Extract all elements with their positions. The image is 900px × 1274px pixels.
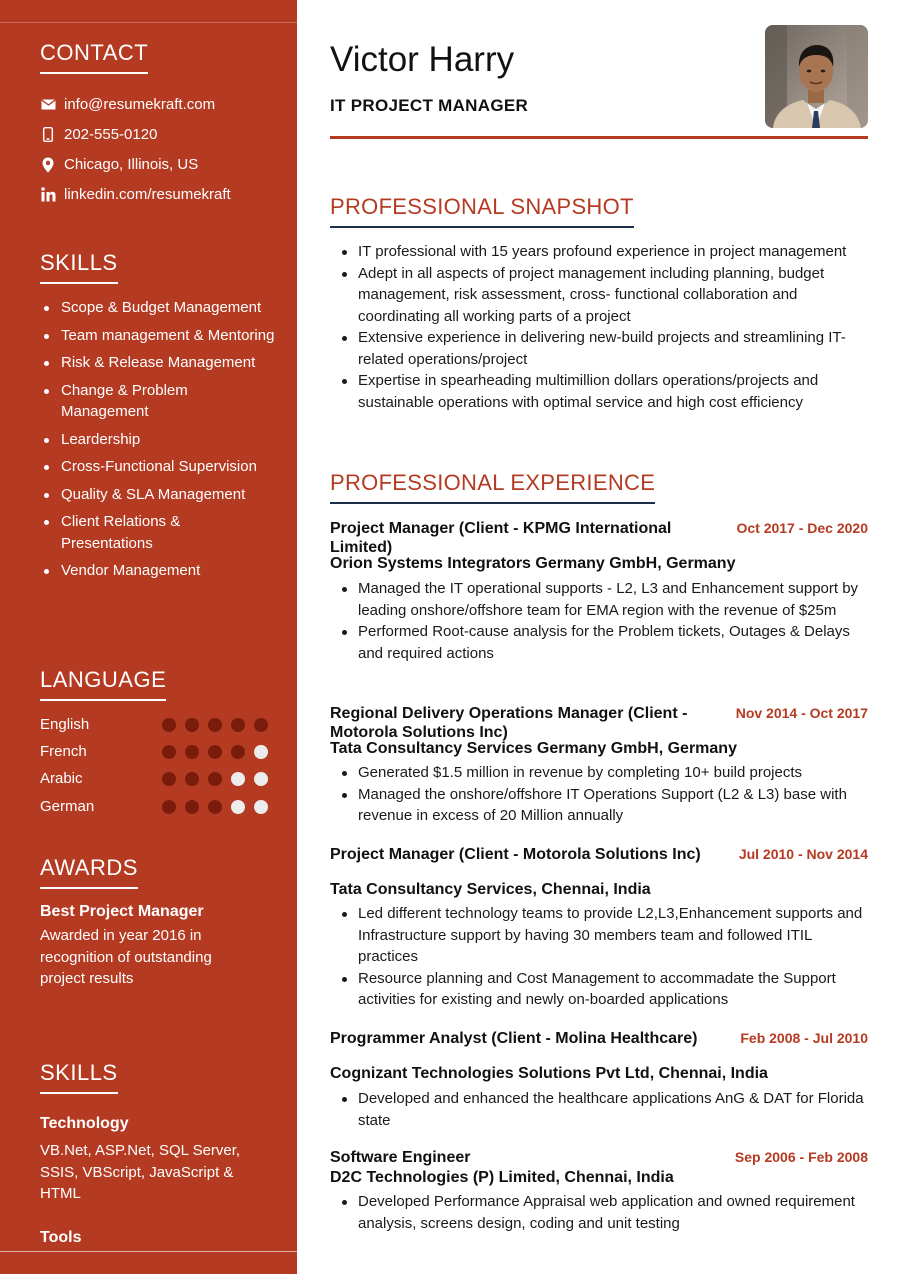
candidate-role: IT PROJECT MANAGER bbox=[330, 96, 529, 115]
job-title: Project Manager (Client - Motorola Solutions Inc) bbox=[330, 846, 701, 863]
rating-dot-filled bbox=[208, 718, 222, 732]
rating-dot-filled bbox=[185, 772, 199, 786]
snapshot-item: Extensive experience in delivering new-build projects and streamlining IT-related operations/project bbox=[340, 327, 870, 370]
rating-dot-filled bbox=[254, 718, 268, 732]
job-bullet: Managed the onshore/offshore IT Operations Support (L2 & L3) base with revenue in excess of 20 Million annually bbox=[340, 784, 870, 827]
email-text[interactable]: info@resumekraft.com bbox=[64, 96, 216, 113]
snapshot-item: Adept in all aspects of project management including planning, budget management, risk assessment, cross- functional collaboration and coordinating all working parts of a project bbox=[340, 263, 870, 328]
language-rating bbox=[162, 800, 268, 814]
language-row bbox=[40, 770, 268, 787]
candidate-name: Victor Harry bbox=[330, 40, 515, 79]
language-heading: LANGUAGE bbox=[40, 667, 166, 701]
skill-item: Cross-Functional Supervision bbox=[40, 456, 275, 478]
skill-item: Vendor Management bbox=[40, 560, 275, 582]
rating-dot-filled bbox=[208, 745, 222, 759]
location-pin-icon bbox=[40, 157, 56, 173]
job-dates: Oct 2017 - Dec 2020 bbox=[736, 520, 868, 536]
job-bullets bbox=[340, 903, 870, 1011]
sidebar bbox=[0, 0, 297, 1274]
skills-heading: SKILLS bbox=[40, 250, 118, 284]
awards-heading: AWARDS bbox=[40, 855, 138, 889]
rating-dot-empty bbox=[254, 800, 268, 814]
rating-dot-filled bbox=[231, 745, 245, 759]
linkedin-icon bbox=[40, 187, 56, 202]
skill-item: Quality & SLA Management bbox=[40, 484, 275, 506]
language-row bbox=[40, 716, 268, 733]
technology-text: VB.Net, ASP.Net, SQL Server, SSIS, VBScript, JavaScript & HTML bbox=[40, 1142, 241, 1202]
rating-dot-filled bbox=[185, 718, 199, 732]
job-bullet: Led different technology teams to provide L2,L3,Enhancement supports and Infrastructure support by having 30 members team and followed ITIL practices bbox=[340, 903, 870, 968]
job-company: D2C Technologies (P) Limited, Chennai, India bbox=[330, 1169, 674, 1186]
rating-dot-filled bbox=[208, 800, 222, 814]
skill-item: Change & Problem Management bbox=[40, 380, 275, 423]
skill-item: Leardership bbox=[40, 429, 275, 451]
job-title: Regional Delivery Operations Manager (Client - Motorola Solutions Inc) bbox=[330, 705, 688, 741]
rating-dot-empty bbox=[231, 800, 245, 814]
job-dates: Sep 2006 - Feb 2008 bbox=[734, 1149, 868, 1165]
job-bullet: Performed Root-cause analysis for the Problem tickets, Outages & Delays and required actions bbox=[340, 621, 870, 664]
profile-photo bbox=[765, 25, 868, 128]
sidebar-bottom-rule bbox=[0, 1251, 297, 1252]
job-company: Orion Systems Integrators Germany GmbH, Germany bbox=[330, 555, 736, 572]
job-bullet: Managed the IT operational supports - L2, L3 and Enhancement support by leading onshore/offshore team for EMA region with the revenue of $25m bbox=[340, 578, 870, 621]
job-dates: Jul 2010 - Nov 2014 bbox=[738, 846, 868, 862]
technology-label: Technology bbox=[40, 1115, 129, 1132]
snapshot-heading: PROFESSIONAL SNAPSHOT bbox=[330, 194, 634, 228]
rating-dot-filled bbox=[185, 745, 199, 759]
job-bullet: Generated $1.5 million in revenue by completing 10+ build projects bbox=[340, 762, 870, 784]
language-rating bbox=[162, 718, 268, 732]
job-bullets bbox=[340, 762, 870, 827]
language-row bbox=[40, 798, 268, 815]
rating-dot-filled bbox=[162, 772, 176, 786]
contact-location bbox=[40, 156, 198, 173]
language-rating bbox=[162, 745, 268, 759]
snapshot-item: Expertise in spearheading multimillion dollars operations/projects and sustainable operations with optimal service and high cost efficiency bbox=[340, 370, 870, 413]
job-dates: Feb 2008 - Jul 2010 bbox=[740, 1030, 868, 1046]
rating-dot-filled bbox=[162, 800, 176, 814]
tech-skills-heading: SKILLS bbox=[40, 1060, 118, 1094]
contact-phone bbox=[40, 126, 157, 143]
linkedin-text[interactable]: linkedin.com/resumekraft bbox=[64, 186, 231, 203]
language-name: French bbox=[40, 743, 87, 760]
language-rating bbox=[162, 772, 268, 786]
rating-dot-empty bbox=[254, 745, 268, 759]
skill-item: Team management & Mentoring bbox=[40, 325, 275, 347]
language-name: English bbox=[40, 716, 90, 733]
rating-dot-empty bbox=[231, 772, 245, 786]
rating-dot-filled bbox=[162, 745, 176, 759]
contact-linkedin[interactable] bbox=[40, 186, 231, 203]
experience-heading: PROFESSIONAL EXPERIENCE bbox=[330, 470, 655, 504]
skill-item: Risk & Release Management bbox=[40, 352, 275, 374]
rating-dot-filled bbox=[185, 800, 199, 814]
contact-heading: CONTACT bbox=[40, 40, 148, 74]
language-row bbox=[40, 743, 268, 760]
job-bullet: Developed and enhanced the healthcare applications AnG & DAT for Florida state bbox=[340, 1088, 870, 1131]
phone-icon bbox=[40, 127, 56, 142]
award-description: Awarded in year 2016 in recognition of outstanding project results bbox=[40, 927, 212, 987]
skill-item: Scope & Budget Management bbox=[40, 297, 275, 319]
job-bullets bbox=[340, 1088, 870, 1131]
job-title: Project Manager (Client - KPMG International Limited) bbox=[330, 520, 672, 556]
skills-list bbox=[40, 297, 275, 588]
job-dates: Nov 2014 - Oct 2017 bbox=[735, 705, 868, 721]
sidebar-top-rule bbox=[0, 22, 297, 23]
language-name: Arabic bbox=[40, 770, 83, 787]
location-text: Chicago, Illinois, US bbox=[64, 156, 199, 173]
job-company: Tata Consultancy Services, Chennai, India bbox=[330, 881, 651, 898]
rating-dot-empty bbox=[254, 772, 268, 786]
header-rule bbox=[330, 136, 868, 139]
rating-dot-filled bbox=[162, 718, 176, 732]
rating-dot-filled bbox=[208, 772, 222, 786]
job-bullets bbox=[340, 1191, 870, 1234]
award-title: Best Project Manager bbox=[40, 903, 204, 920]
job-title: Software Engineer bbox=[330, 1149, 471, 1166]
skill-item: Client Relations & Presentations bbox=[40, 511, 275, 554]
rating-dot-filled bbox=[231, 718, 245, 732]
job-bullets bbox=[340, 578, 870, 664]
snapshot-list bbox=[340, 241, 870, 413]
job-company: Cognizant Technologies Solutions Pvt Ltd, Chennai, India bbox=[330, 1065, 768, 1082]
language-name: German bbox=[40, 798, 95, 815]
job-bullet: Resource planning and Cost Management to accommadate the Support activities for existing and newly on-boarded applications bbox=[340, 968, 870, 1011]
tools-label: Tools bbox=[40, 1229, 82, 1246]
snapshot-item: IT professional with 15 years profound experience in project management bbox=[340, 241, 870, 263]
job-bullet: Developed Performance Appraisal web application and owned requirement analysis, screens design, coding and unit testing bbox=[340, 1191, 870, 1234]
phone-text: 202-555-0120 bbox=[64, 126, 158, 143]
contact-email[interactable] bbox=[40, 96, 215, 113]
job-title: Programmer Analyst (Client - Molina Healthcare) bbox=[330, 1030, 698, 1047]
job-company: Tata Consultancy Services Germany GmbH, Germany bbox=[330, 740, 737, 757]
envelope-icon bbox=[40, 99, 56, 110]
